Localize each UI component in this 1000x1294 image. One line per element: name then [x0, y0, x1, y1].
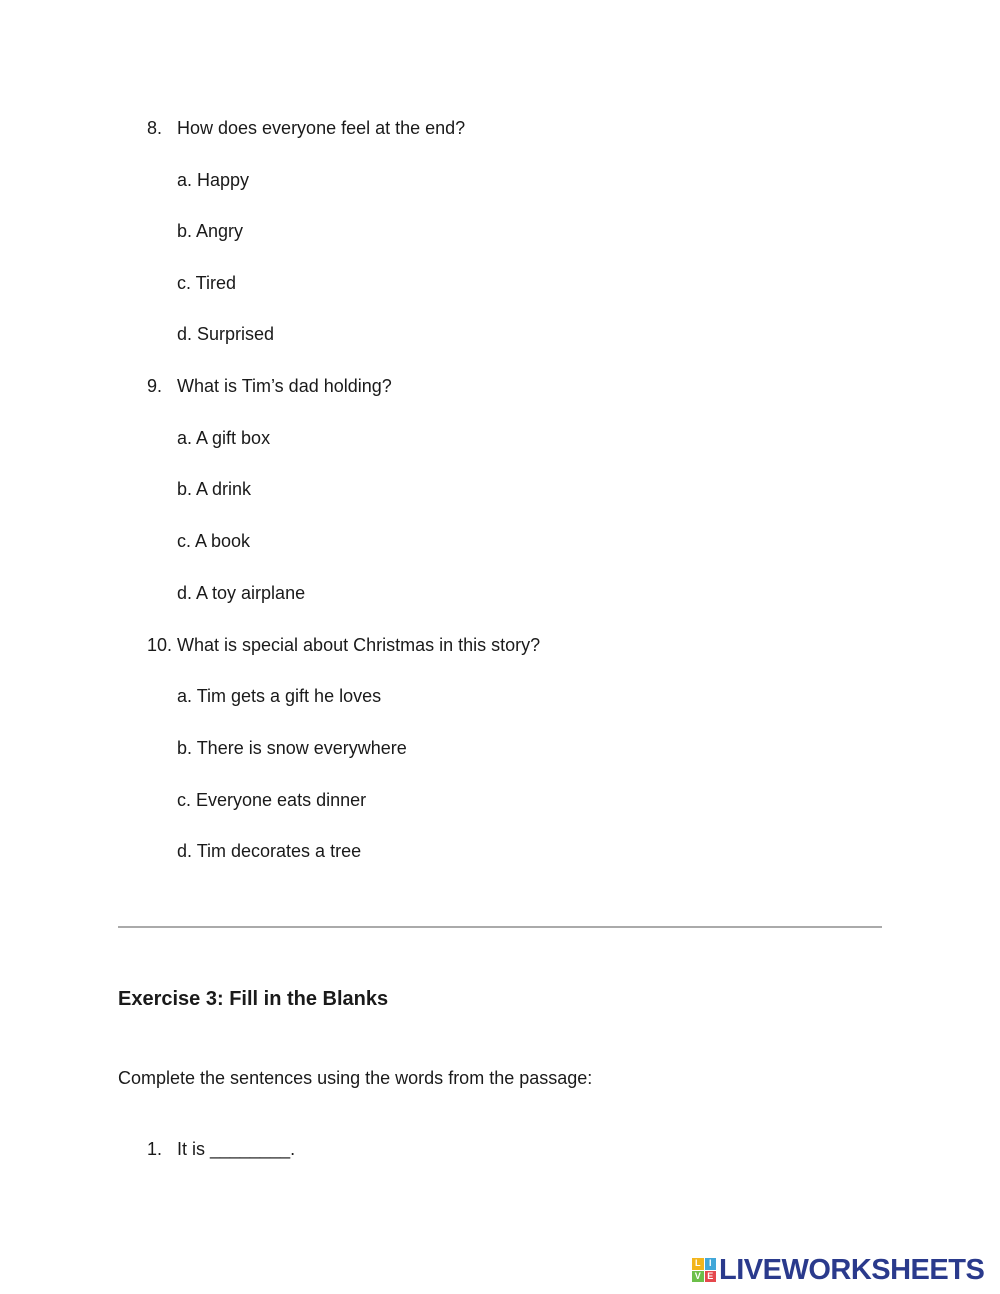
logo-mark-letter: I	[705, 1258, 717, 1270]
logo-mark-letter: L	[692, 1258, 704, 1270]
logo-mark-icon	[692, 1258, 716, 1282]
option-10a[interactable]: a. Tim gets a gift he loves	[177, 686, 382, 706]
option-9d[interactable]: d. A toy airplane	[177, 583, 306, 603]
item-text[interactable]: It is ________.	[177, 1139, 296, 1159]
option-10d[interactable]: d. Tim decorates a tree	[177, 841, 362, 861]
option-8a[interactable]: a. Happy	[177, 170, 250, 190]
option-9c[interactable]: c. A book	[177, 531, 251, 551]
option-10c[interactable]: c. Everyone eats dinner	[177, 790, 367, 810]
question-number: 8.	[147, 118, 163, 138]
option-9b[interactable]: b. A drink	[177, 479, 252, 499]
liveworksheets-logo	[692, 1254, 984, 1286]
logo-mark-letter: E	[705, 1271, 717, 1283]
question-number: 10.	[147, 635, 173, 655]
option-9a[interactable]: a. A gift box	[177, 428, 271, 448]
question-text: What is special about Christmas in this story?	[177, 635, 541, 655]
option-8b[interactable]: b. Angry	[177, 221, 244, 241]
item-number: 1.	[147, 1139, 163, 1159]
exercise-instruction: Complete the sentences using the words from the passage:	[118, 1068, 593, 1088]
question-text: What is Tim’s dad holding?	[177, 376, 392, 396]
option-10b[interactable]: b. There is snow everywhere	[177, 738, 407, 758]
logo-text: LIVEWORKSHEETS	[719, 1254, 985, 1286]
option-8c[interactable]: c. Tired	[177, 273, 237, 293]
question-text: How does everyone feel at the end?	[177, 118, 466, 138]
exercise-heading: Exercise 3: Fill in the Blanks	[118, 988, 389, 1010]
section-divider	[118, 926, 882, 928]
logo-mark-letter: V	[692, 1271, 704, 1283]
question-number: 9.	[147, 376, 163, 396]
option-8d[interactable]: d. Surprised	[177, 324, 275, 344]
